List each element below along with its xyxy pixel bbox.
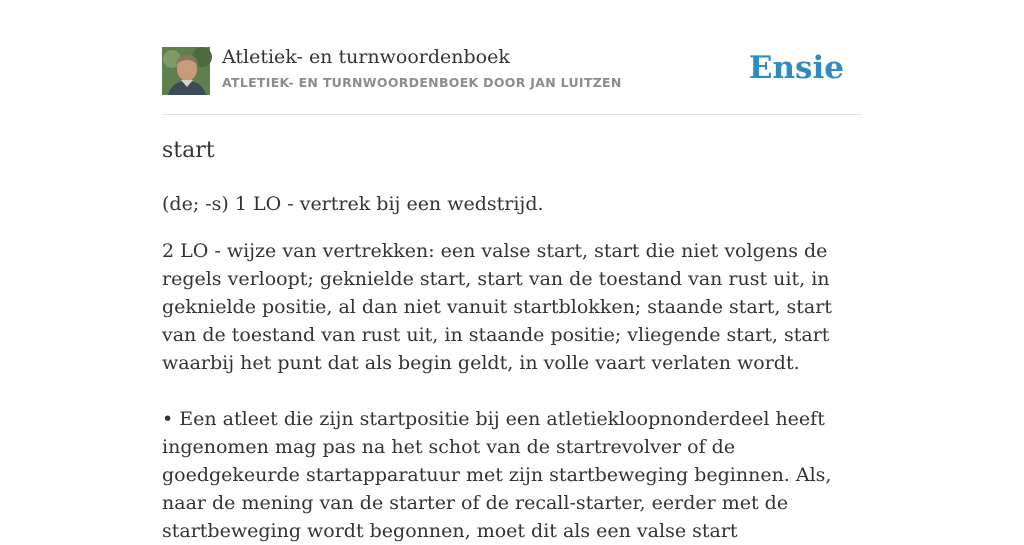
dictionary-header xyxy=(162,0,862,115)
dictionary-title[interactable]: Atletiek- en turnwoordenboek xyxy=(222,46,510,68)
dictionary-subtitle[interactable]: ATLETIEK- EN TURNWOORDENBOEK DOOR JAN LUITZEN xyxy=(222,75,622,90)
entry-term: start xyxy=(162,138,215,163)
ensie-logo[interactable]: Ensie xyxy=(748,50,844,86)
author-photo-icon xyxy=(162,47,210,95)
definition-2: 2 LO - wijze van vertrekken: een valse start, start die niet volgens de regels verloopt; geknielde start, start van de toestand van rust uit, in geknielde positie, al dan niet vanuit startblokken; staande start, start van de toestand van rust uit, in staande positie; vliegende start, start waarbij het punt dat als begin geldt, in volle vaart verlaten wordt. xyxy=(162,240,832,374)
definition-1: (de; -s) 1 LO - vertrek bij een wedstrijd. xyxy=(162,193,544,215)
entry-page xyxy=(162,0,862,542)
author-avatar[interactable] xyxy=(162,47,210,95)
entry-note: • Een atleet die zijn startpositie bij een atletiekloopnonderdeel heeft ingenomen mag pas na het schot van de startrevolver of de goedgekeurde startapparatuur met zijn startbeweging beginnen. Als, naar de mening van de starter of de recall-starter, eerder met de startbeweging wordt begonnen, moet dit als een valse start xyxy=(162,408,832,542)
